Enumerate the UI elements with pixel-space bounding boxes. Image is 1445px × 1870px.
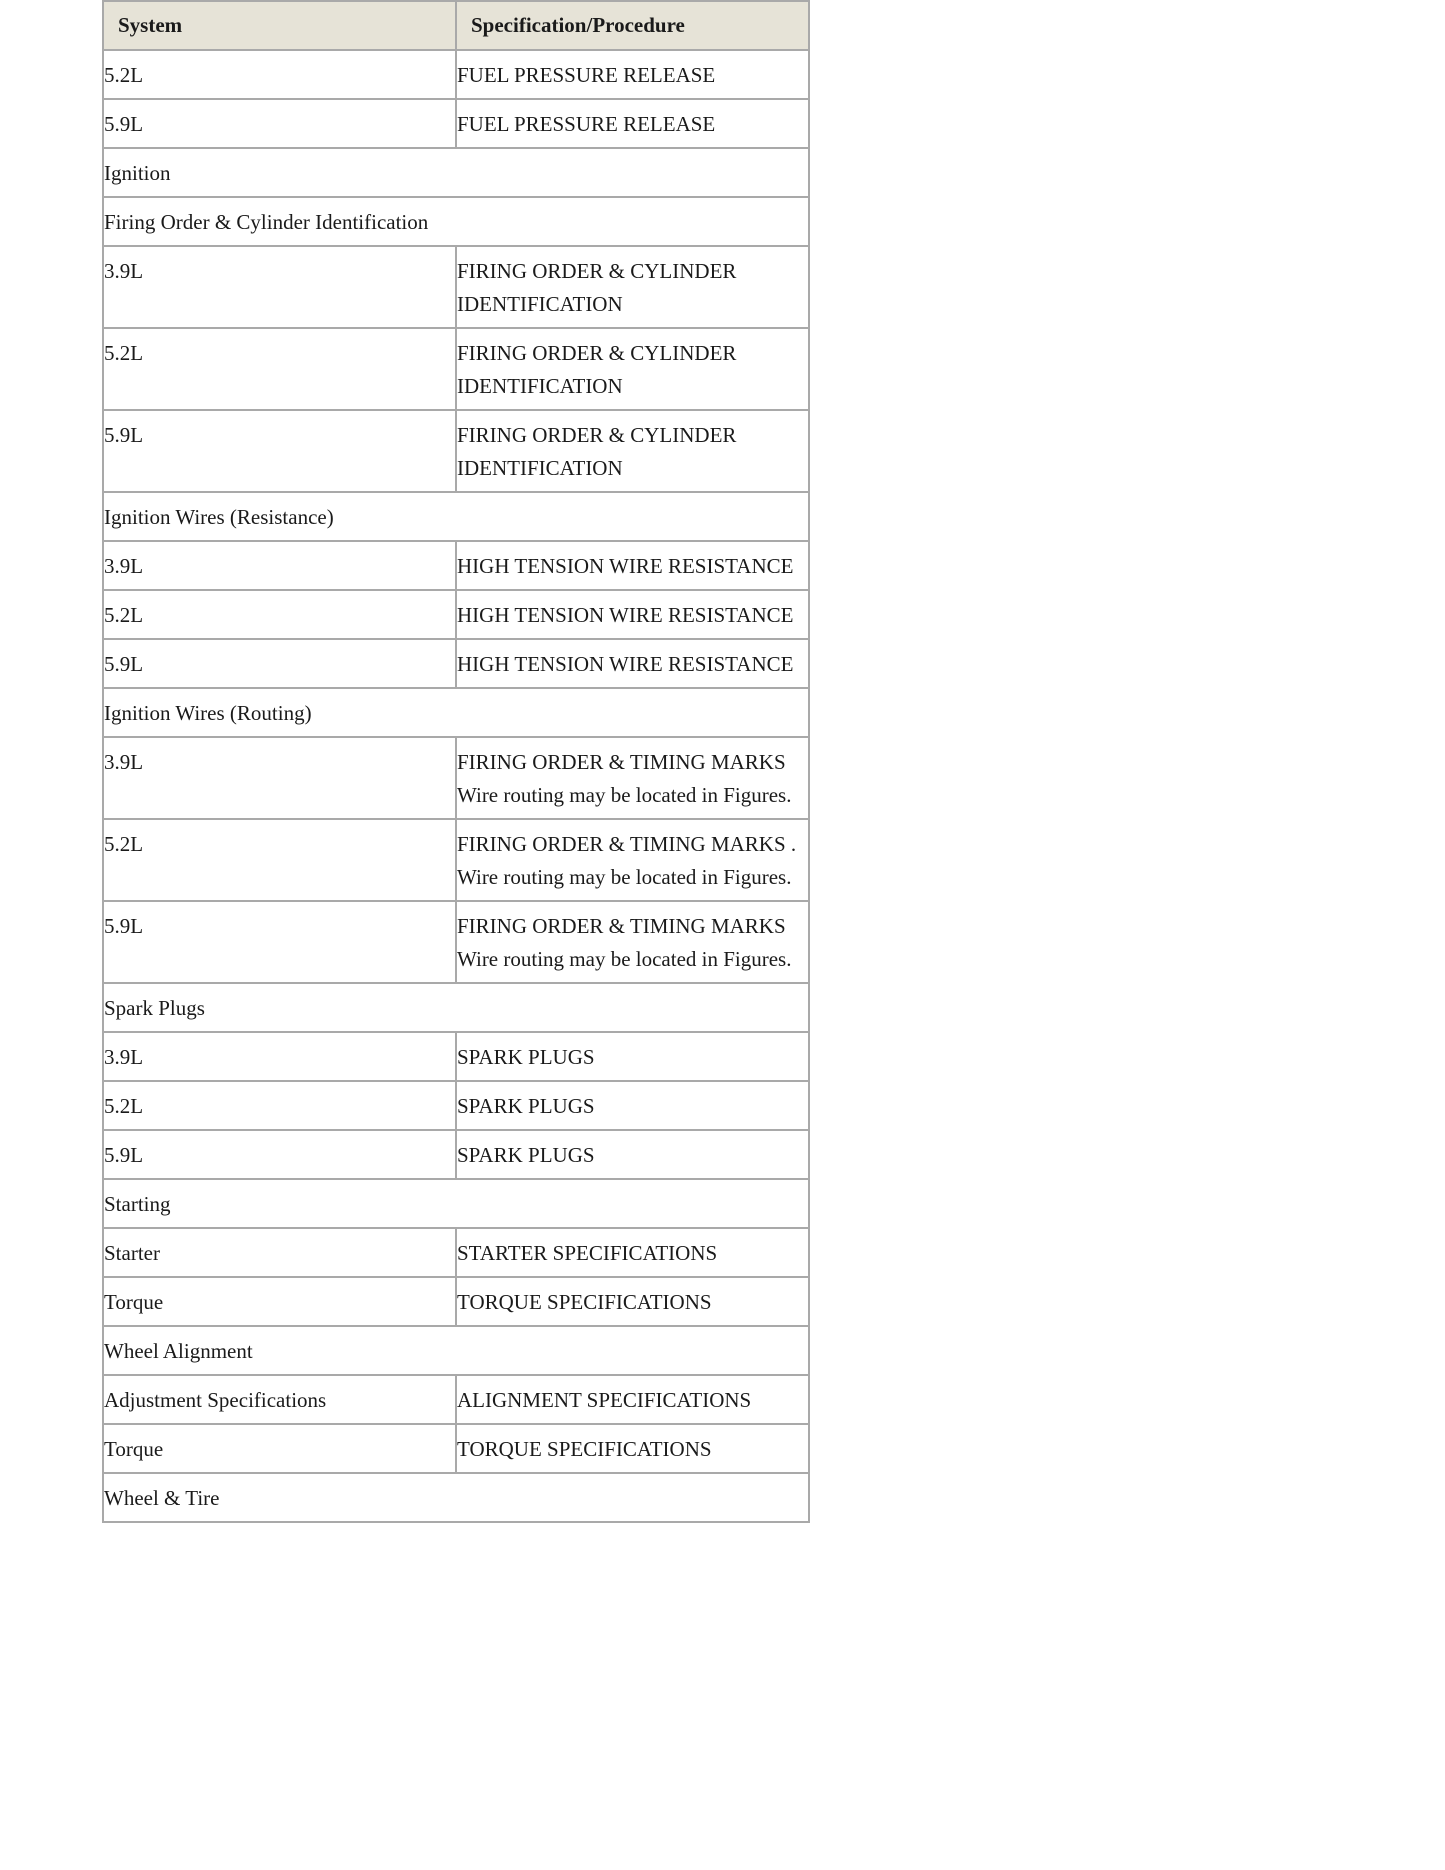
system-cell: Torque <box>103 1277 456 1326</box>
spec-cell: FUEL PRESSURE RELEASE <box>456 50 809 99</box>
section-heading: Spark Plugs <box>103 983 809 1032</box>
table-row <box>103 1228 809 1277</box>
table-row <box>103 410 809 492</box>
system-cell: Adjustment Specifications <box>103 1375 456 1424</box>
table-row <box>103 1277 809 1326</box>
spec-cell: FUEL PRESSURE RELEASE <box>456 99 809 148</box>
table-row <box>103 901 809 983</box>
system-cell: 3.9L <box>103 737 456 819</box>
table-row <box>103 1130 809 1179</box>
system-cell: 5.9L <box>103 901 456 983</box>
subsection-heading: Firing Order & Cylinder Identification <box>103 197 809 246</box>
section-heading: Starting <box>103 1179 809 1228</box>
table-row <box>103 541 809 590</box>
system-cell: 3.9L <box>103 541 456 590</box>
system-cell: 5.2L <box>103 328 456 410</box>
subsection-heading: Ignition Wires (Routing) <box>103 688 809 737</box>
subsection-heading: Ignition Wires (Resistance) <box>103 492 809 541</box>
table-row <box>103 590 809 639</box>
system-cell: 5.9L <box>103 99 456 148</box>
table-row <box>103 99 809 148</box>
section-heading: Wheel Alignment <box>103 1326 809 1375</box>
system-cell: 5.9L <box>103 1130 456 1179</box>
section-heading: Wheel & Tire <box>103 1473 809 1522</box>
spec-cell: TORQUE SPECIFICATIONS <box>456 1277 809 1326</box>
table-row <box>103 1032 809 1081</box>
system-cell: 5.2L <box>103 590 456 639</box>
table-header-row <box>103 1 809 50</box>
spec-cell: FIRING ORDER & CYLINDER IDENTIFICATION <box>456 246 809 328</box>
section-row <box>103 1473 809 1522</box>
table-row <box>103 819 809 901</box>
section-row <box>103 983 809 1032</box>
spec-cell: HIGH TENSION WIRE RESISTANCE <box>456 541 809 590</box>
table-row <box>103 737 809 819</box>
specifications-table <box>102 0 810 1523</box>
section-heading: Ignition <box>103 148 809 197</box>
section-row <box>103 1179 809 1228</box>
system-cell: 5.2L <box>103 1081 456 1130</box>
system-cell: 3.9L <box>103 246 456 328</box>
subsection-row <box>103 197 809 246</box>
table-row <box>103 246 809 328</box>
spec-cell: FIRING ORDER & CYLINDER IDENTIFICATION <box>456 328 809 410</box>
spec-cell: ALIGNMENT SPECIFICATIONS <box>456 1375 809 1424</box>
spec-cell: FIRING ORDER & TIMING MARKS Wire routing may be located in Figures. <box>456 737 809 819</box>
subsection-row <box>103 688 809 737</box>
system-cell: Torque <box>103 1424 456 1473</box>
system-cell: Starter <box>103 1228 456 1277</box>
spec-cell: HIGH TENSION WIRE RESISTANCE <box>456 590 809 639</box>
system-cell: 5.9L <box>103 410 456 492</box>
spec-cell: STARTER SPECIFICATIONS <box>456 1228 809 1277</box>
table-row <box>103 1081 809 1130</box>
spec-cell: HIGH TENSION WIRE RESISTANCE <box>456 639 809 688</box>
column-header-system: System <box>103 1 456 50</box>
table-row <box>103 1375 809 1424</box>
section-row <box>103 148 809 197</box>
system-cell: 5.2L <box>103 50 456 99</box>
spec-cell: FIRING ORDER & CYLINDER IDENTIFICATION <box>456 410 809 492</box>
column-header-spec: Specification/Procedure <box>456 1 809 50</box>
table-row <box>103 1424 809 1473</box>
spec-cell: FIRING ORDER & TIMING MARKS . Wire routing may be located in Figures. <box>456 819 809 901</box>
system-cell: 5.9L <box>103 639 456 688</box>
system-cell: 3.9L <box>103 1032 456 1081</box>
table-row <box>103 328 809 410</box>
table-row <box>103 639 809 688</box>
spec-cell: FIRING ORDER & TIMING MARKS Wire routing may be located in Figures. <box>456 901 809 983</box>
spec-cell: SPARK PLUGS <box>456 1081 809 1130</box>
spec-cell: SPARK PLUGS <box>456 1032 809 1081</box>
spec-cell: SPARK PLUGS <box>456 1130 809 1179</box>
spec-cell: TORQUE SPECIFICATIONS <box>456 1424 809 1473</box>
subsection-row <box>103 492 809 541</box>
system-cell: 5.2L <box>103 819 456 901</box>
section-row <box>103 1326 809 1375</box>
table-row <box>103 50 809 99</box>
